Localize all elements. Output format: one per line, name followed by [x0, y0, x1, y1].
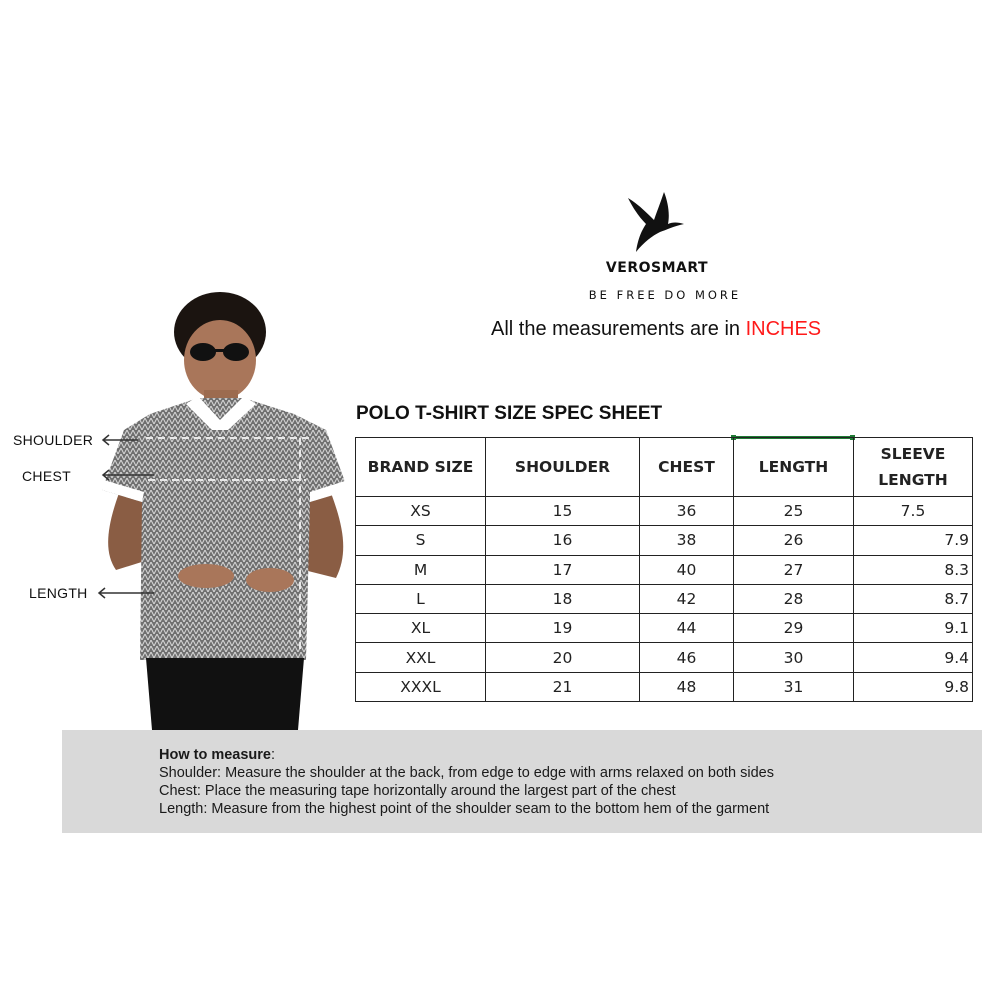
arrow-left-icon: [100, 468, 156, 482]
how-to-measure-heading: [159, 746, 774, 764]
shoulder-label: SHOULDER: [13, 432, 94, 448]
table-row: [356, 672, 973, 701]
cell-size: XXL: [356, 643, 486, 672]
cell-size: XL: [356, 614, 486, 643]
header-chest: CHEST: [640, 438, 734, 497]
cell-chest: 46: [640, 643, 734, 672]
cell-chest: 38: [640, 526, 734, 555]
cell-chest: 36: [640, 497, 734, 526]
cell-length: 31: [734, 672, 854, 701]
cell-shoulder: 21: [486, 672, 640, 701]
header-sleeve-line1: SLEEVE: [880, 445, 946, 463]
arrow-left-icon: [96, 586, 156, 600]
cell-size: XXXL: [356, 672, 486, 701]
cell-length: 29: [734, 614, 854, 643]
brand-name: VEROSMART: [605, 260, 709, 276]
cell-shoulder: 17: [486, 555, 640, 584]
how-to-measure-title: How to measure: [159, 747, 271, 763]
table-row: [356, 555, 973, 584]
howto-line-chest: Chest: Place the measuring tape horizontally around the largest part of the chest: [159, 783, 676, 799]
cell-shoulder: 16: [486, 526, 640, 555]
length-label: LENGTH: [29, 585, 88, 601]
cell-shoulder: 15: [486, 497, 640, 526]
table-row: [356, 584, 973, 613]
model-figure: [88, 280, 358, 730]
measurement-note: [491, 318, 821, 341]
brand-tagline: BE FREE DO MORE: [588, 288, 742, 302]
cell-length: 28: [734, 584, 854, 613]
table-row: [356, 526, 973, 555]
cell-length: 26: [734, 526, 854, 555]
cell-shoulder: 18: [486, 584, 640, 613]
measurement-unit: INCHES: [745, 318, 822, 340]
cell-chest: 40: [640, 555, 734, 584]
table-row: [356, 643, 973, 672]
table-row: [356, 614, 973, 643]
header-sleeve-length: [854, 438, 973, 497]
cell-sleeve: 8.3: [854, 555, 973, 584]
chest-label: CHEST: [22, 468, 71, 484]
size-spec-table: [355, 437, 973, 702]
cell-sleeve: 9.4: [854, 643, 973, 672]
cell-sleeve: 7.9: [854, 526, 973, 555]
table-header-row: [356, 438, 973, 497]
table-row: [356, 497, 973, 526]
arrow-left-icon: [100, 433, 140, 447]
cell-size: S: [356, 526, 486, 555]
cell-size: L: [356, 584, 486, 613]
cell-sleeve: 8.7: [854, 584, 973, 613]
header-length: LENGTH: [734, 438, 854, 497]
cell-length: 30: [734, 643, 854, 672]
cell-shoulder: 20: [486, 643, 640, 672]
header-brand-size: BRAND SIZE: [356, 438, 486, 497]
cell-sleeve: 9.1: [854, 614, 973, 643]
header-sleeve-line2: LENGTH: [878, 471, 948, 489]
cell-shoulder: 19: [486, 614, 640, 643]
howto-line-length: Length: Measure from the highest point of the shoulder seam to the bottom hem of the garment: [159, 801, 770, 817]
measurement-note-prefix: All the measurements are in: [491, 318, 746, 340]
cell-length: 25: [734, 497, 854, 526]
bird-logo-icon: [624, 190, 686, 256]
cell-chest: 44: [640, 614, 734, 643]
cell-chest: 42: [640, 584, 734, 613]
spec-sheet-title: POLO T-SHIRT SIZE SPEC SHEET: [356, 403, 663, 424]
cell-length: 27: [734, 555, 854, 584]
cell-chest: 48: [640, 672, 734, 701]
how-to-measure-panel: [62, 730, 982, 833]
cell-size: M: [356, 555, 486, 584]
cell-sleeve: 9.8: [854, 672, 973, 701]
how-to-measure-colon: :: [271, 747, 276, 763]
howto-line-shoulder: Shoulder: Measure the shoulder at the back, from edge to edge with arms relaxed on both sides: [159, 765, 774, 781]
cell-size: XS: [356, 497, 486, 526]
header-shoulder: SHOULDER: [486, 438, 640, 497]
cell-sleeve: 7.5: [854, 497, 973, 526]
